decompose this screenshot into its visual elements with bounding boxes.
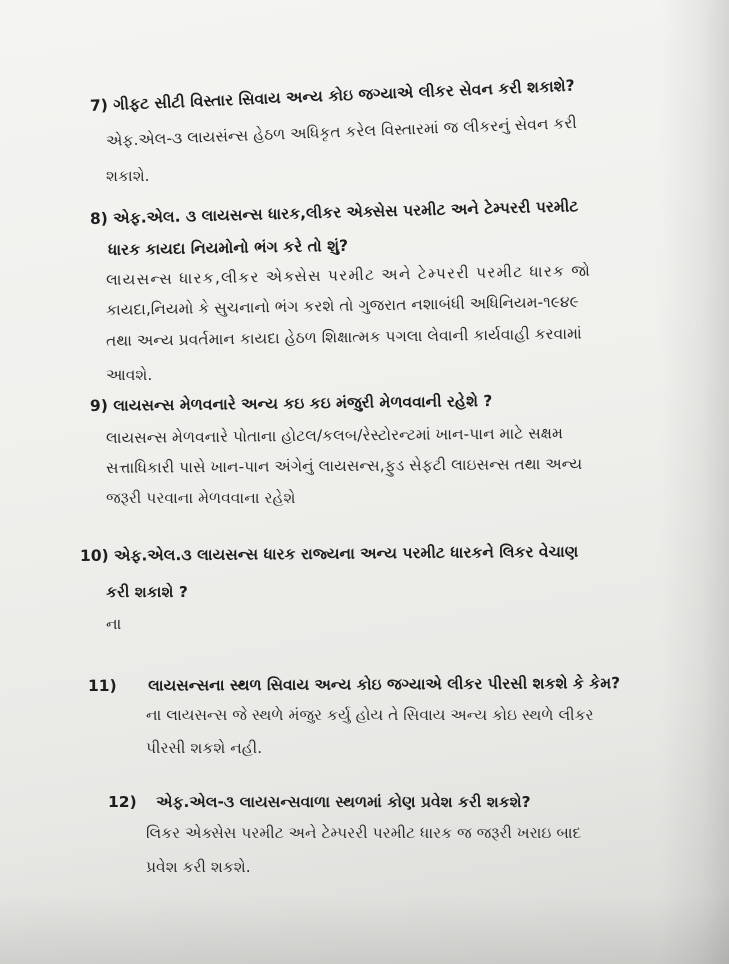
question-12 bbox=[108, 792, 531, 812]
question-text: એફ.એલ. ૩ લાયસન્સ ધારક,લીકર એક્સેસ પરમીટ અને ટેમ્પરરી પરમીટ bbox=[113, 197, 579, 228]
answer-7-line-2: શકાશે. bbox=[106, 167, 150, 185]
answer-11-line-2: પીરસી શકશે નહી. bbox=[146, 739, 263, 757]
question-text: લાયસન્સના સ્થળ સિવાય અન્ય કોઇ જગ્યાએ લીકર પીરસી શકશે કે કેમ? bbox=[148, 674, 621, 695]
answer-12-line-2: પ્રવેશ કરી શકશે. bbox=[146, 858, 251, 876]
question-text: એફ.એલ.૩ લાયસન્સ ધારક રાજ્યના અન્ય પરમીટ ધારકને લિકર વેચાણ bbox=[113, 542, 579, 565]
answer-8-line-1: લાયસન્સ ધારક,લીકર એક્સેસ પરમીટ અને ટેમ્પરરી પરમીટ ધારક જો bbox=[105, 261, 592, 289]
question-number: 12) bbox=[108, 793, 137, 811]
page-bottom-shadow bbox=[0, 894, 729, 964]
question-number: 9) bbox=[89, 396, 108, 415]
answer-9-line-2: સત્તાધિકારી પાસે ખાન-પાન અંગેનું લાયસન્સ,ફુડ સેફટી લાઇસન્સ તથા અન્ય bbox=[105, 454, 583, 477]
question-9 bbox=[90, 391, 493, 416]
question-number: 10) bbox=[79, 546, 109, 565]
answer-12-line-1: લિકર એક્સેસ પરમીટ અને ટેમ્પરરી પરમીટ ધારક જ જરૂરી ખરાઇ બાદ bbox=[146, 824, 582, 842]
question-10-line-1 bbox=[80, 542, 578, 566]
answer-11-line-1: ના લાયસન્સ જે સ્થળે મંજુર કર્યુ હોય તે સિવાય અન્ય કોઇ સ્થળે લીકર bbox=[146, 706, 594, 724]
answer-9-line-3: જરૂરી પરવાના મેળવવાના રહેશે bbox=[106, 489, 296, 507]
question-8-line-2: ધારક કાયદા નિયમોનો ભંગ કરે તો શું? bbox=[107, 236, 349, 259]
answer-8-line-3: તથા અન્ય પ્રવર્તમાન કાયદા હેઠળ શિક્ષાત્મક પગલા લેવાની કાર્યવાહી કરવામાં bbox=[105, 324, 582, 350]
answer-10-line-1: ના bbox=[106, 615, 122, 633]
answer-8-line-2: કાયદા,નિયમો કે સુચનાનો ભંગ કરશે તો ગુજરાત નશાબંધી અધિનિયમ-૧૯૪૯ bbox=[105, 292, 579, 319]
question-7 bbox=[90, 76, 575, 116]
question-number: 8) bbox=[89, 209, 109, 228]
answer-9-line-1: લાયસન્સ મેળવનારે પોતાના હોટલ/કલબ/રેસ્ટોરન્ટમાં ખાન-પાન માટે સક્ષમ bbox=[105, 424, 564, 447]
answer-7-line-1: એફ.એલ-૩ લાયસંન્સ હેઠળ અધિકૃત કરેલ વિસ્તારમાં જ લીકરનું સેવન કરી bbox=[105, 113, 578, 150]
question-text: એફ.એલ-૩ લાયસન્સવાળા સ્થળમાં કોણ પ્રવેશ કરી શકશે? bbox=[156, 793, 531, 811]
question-11 bbox=[88, 673, 620, 696]
question-8-line-1 bbox=[90, 196, 579, 229]
question-number: 7) bbox=[89, 96, 109, 115]
answer-8-line-4: આવશે. bbox=[106, 366, 153, 384]
question-text: ગીફટ સીટી વિસ્તાર સિવાય અન્ય કોઇ જગ્યાએ લીકર સેવન કરી શકાશે? bbox=[112, 76, 576, 115]
question-number: 11) bbox=[87, 676, 117, 695]
page-edge-shadow bbox=[659, 0, 729, 964]
question-10-line-2: કરી શકાશે ? bbox=[106, 583, 188, 601]
question-text: લાયસન્સ મેળવનારે અન્ય કઇ કઇ મંજુરી મેળવવાની રહેશે ? bbox=[113, 392, 493, 415]
